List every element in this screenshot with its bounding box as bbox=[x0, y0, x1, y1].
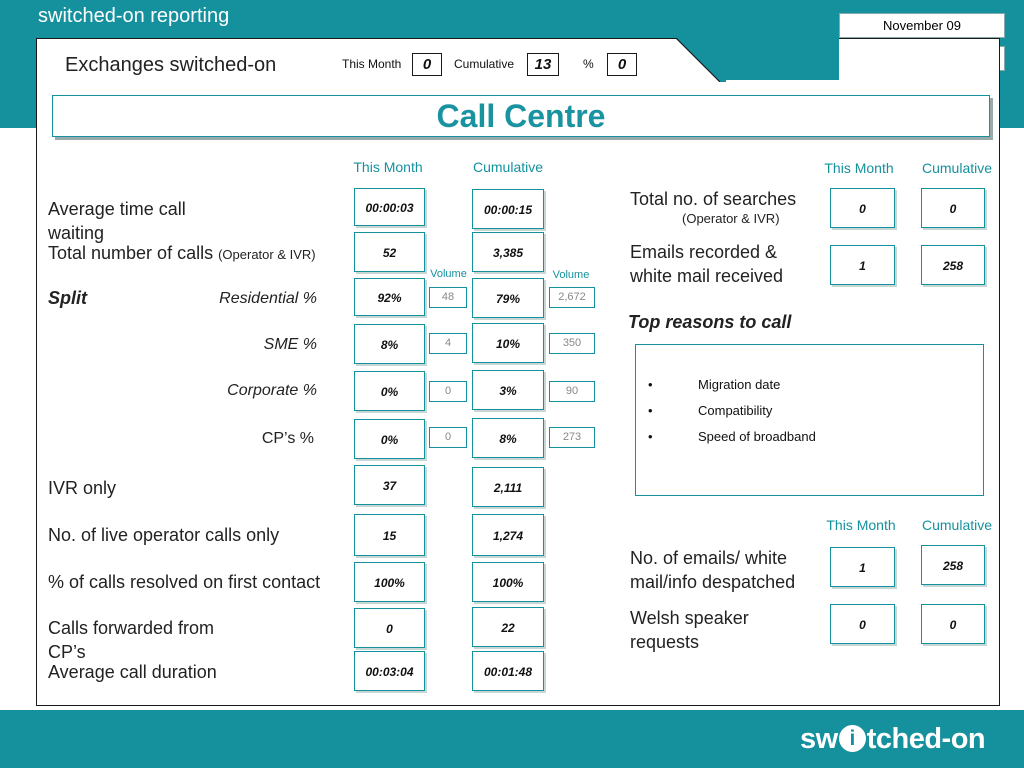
total-calls-label: Total number of calls (Operator & IVR) bbox=[48, 243, 316, 263]
welsh-label: Welsh speaker requests bbox=[630, 608, 749, 652]
total-calls-cumulative: 3,385 bbox=[472, 232, 544, 272]
frame-notch bbox=[676, 36, 726, 82]
right-col-this-month: This Month bbox=[824, 160, 894, 176]
section-title: Call Centre bbox=[436, 98, 606, 134]
reason-item: Speed of broadband bbox=[698, 429, 816, 444]
split-label: Split bbox=[48, 288, 87, 308]
first-contact-label: % of calls resolved on first contact bbox=[48, 572, 321, 592]
avg-duration-month: 00:03:04 bbox=[354, 651, 425, 691]
residential-cumulative: 79% bbox=[472, 278, 544, 318]
ivr-only-label: IVR only bbox=[48, 478, 117, 498]
exchanges-cumulative-value: 13 bbox=[527, 53, 559, 76]
live-operator-label: No. of live operator calls only bbox=[48, 525, 280, 545]
total-calls-note: (Operator & IVR) bbox=[218, 247, 316, 262]
avg-duration-cumulative: 00:01:48 bbox=[472, 651, 544, 691]
avg-duration-label: Average call duration bbox=[48, 662, 217, 682]
searches-label: Total no. of searches bbox=[630, 189, 797, 209]
reason-bullet: • bbox=[648, 429, 653, 444]
right-col-cumulative-2: Cumulative bbox=[921, 517, 993, 533]
exchanges-month-value: 0 bbox=[412, 53, 442, 76]
reason-bullet: • bbox=[648, 403, 653, 418]
searches-cumulative: 0 bbox=[921, 188, 985, 228]
left-col-this-month: This Month bbox=[353, 159, 423, 175]
ivr-only-month: 37 bbox=[354, 465, 425, 505]
residential-month-volume: 48 bbox=[429, 287, 467, 308]
welsh-cumulative: 0 bbox=[921, 604, 985, 644]
first-contact-cumulative: 100% bbox=[472, 562, 544, 602]
live-operator-cumulative: 1,274 bbox=[472, 514, 544, 556]
reason-bullet: • bbox=[648, 377, 653, 392]
searches-month: 0 bbox=[830, 188, 895, 228]
total-calls-month: 52 bbox=[354, 232, 425, 272]
avg-wait-month: 00:00:03 bbox=[354, 188, 425, 226]
welsh-month: 0 bbox=[830, 604, 895, 644]
emails-recorded-month: 1 bbox=[830, 245, 895, 285]
forwarded-month: 0 bbox=[354, 608, 425, 648]
exchanges-percent-value: 0 bbox=[607, 53, 637, 76]
sme-label: SME % bbox=[263, 336, 317, 353]
residential-cumulative-volume: 2,672 bbox=[549, 287, 595, 308]
cps-cumulative: 8% bbox=[472, 418, 544, 458]
searches-note: (Operator & IVR) bbox=[682, 211, 780, 226]
corporate-month-volume: 0 bbox=[429, 381, 467, 402]
forwarded-label: Calls forwarded from CP’s bbox=[48, 618, 215, 662]
corporate-label: Corporate % bbox=[227, 382, 317, 399]
exchanges-label: Exchanges switched-on bbox=[65, 54, 277, 76]
emails-despatched-month: 1 bbox=[830, 547, 895, 587]
cps-cumulative-volume: 273 bbox=[549, 427, 595, 448]
reason-item: Compatibility bbox=[698, 403, 773, 418]
exchanges-month-label: This Month bbox=[342, 57, 402, 71]
residential-label: Residential % bbox=[219, 290, 317, 307]
emails-despatched-label: No. of emails/ white mail/info despatched bbox=[630, 548, 796, 592]
first-contact-month: 100% bbox=[354, 562, 425, 602]
sme-month-volume: 4 bbox=[429, 333, 467, 354]
corporate-month: 0% bbox=[354, 371, 425, 411]
section-banner bbox=[52, 95, 990, 137]
residential-month: 92% bbox=[354, 278, 425, 316]
volume-header-cumulative: Volume bbox=[552, 269, 590, 281]
avg-wait-cumulative: 00:00:15 bbox=[472, 189, 544, 229]
forwarded-cumulative: 22 bbox=[472, 607, 544, 647]
reason-item: Migration date bbox=[698, 377, 781, 392]
logo-i-dot-icon: i bbox=[839, 725, 866, 752]
cps-month-volume: 0 bbox=[429, 427, 467, 448]
exchanges-percent-label: % bbox=[583, 57, 594, 71]
live-operator-month: 15 bbox=[354, 514, 425, 556]
right-col-this-month-2: This Month bbox=[826, 517, 896, 533]
cps-label: CP’s % bbox=[261, 430, 314, 447]
corporate-cumulative: 3% bbox=[472, 370, 544, 410]
left-col-cumulative: Cumulative bbox=[472, 159, 544, 175]
top-reasons-title: Top reasons to call bbox=[628, 312, 792, 332]
right-col-cumulative: Cumulative bbox=[921, 160, 993, 176]
sme-cumulative-volume: 350 bbox=[549, 333, 595, 354]
sme-cumulative: 10% bbox=[472, 323, 544, 363]
avg-wait-label: Average time call waiting bbox=[48, 199, 186, 243]
exchanges-cumulative-label: Cumulative bbox=[454, 57, 515, 71]
cps-month: 0% bbox=[354, 419, 425, 459]
brand-logo: sw i tched-on bbox=[800, 723, 986, 755]
report-date: November 09 bbox=[839, 13, 1005, 38]
sme-month: 8% bbox=[354, 324, 425, 364]
top-reasons-panel bbox=[635, 344, 984, 496]
corporate-cumulative-volume: 90 bbox=[549, 381, 595, 402]
app-title: switched-on reporting bbox=[38, 5, 230, 27]
volume-header-month: Volume bbox=[430, 268, 467, 280]
emails-recorded-label: Emails recorded & white mail received bbox=[630, 242, 784, 286]
emails-despatched-cumulative: 258 bbox=[921, 545, 985, 585]
emails-recorded-cumulative: 258 bbox=[921, 245, 985, 285]
ivr-only-cumulative: 2,111 bbox=[472, 467, 544, 507]
